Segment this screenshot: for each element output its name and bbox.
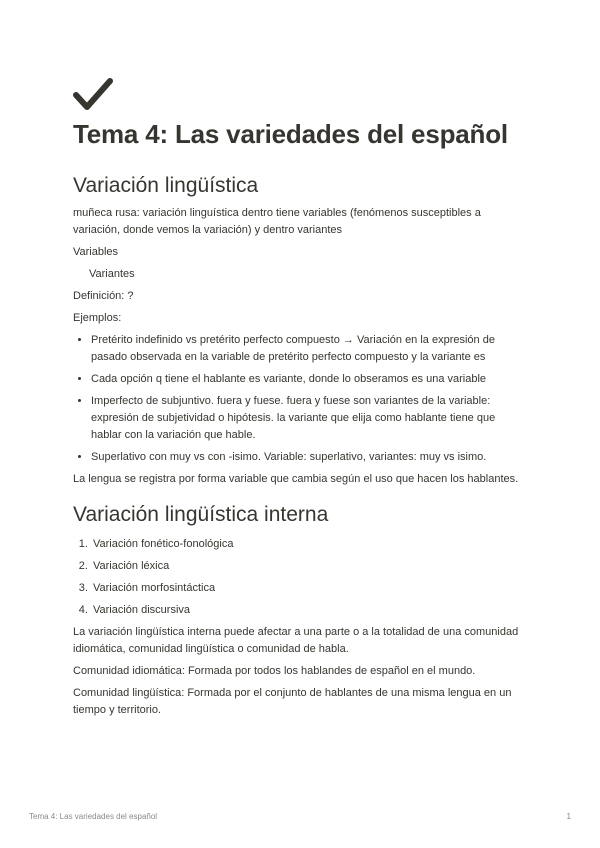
list-item: • Pretérito indefinido vs pretérito perfecto compuesto → Variación en la expresión de pasado observada en la variable de pretérito perfecto compuesto y la variante es [91,332,528,366]
list-item: 1. Variación fonético-fonológica [91,536,528,553]
paragraph-comunidad-linguistica: Comunidad lingüística: Formada por el conjunto de hablantes de una misma lengua en un tiempo y territorio. [73,687,512,716]
list-item: • Superlativo con muy vs con -isimo. Variable: superlativo, variantes: muy vs isimo. [91,449,528,466]
page-number: 1 [566,812,571,821]
variation-types-list [73,536,528,619]
list-item: • Imperfecto de subjuntivo. fuera y fuese. fuera y fuese son variantes de la variable: expresión de subjetividad o hipótesis. la variante que elija como hablante tiene que hablar con la variación que hable. [91,393,528,444]
paragraph-interna: La variación lingüística interna puede afectar a una parte o a la totalidad de una comunidad idiomática, comunidad lingüística o comunidad de habla. [73,626,519,655]
page-title: Tema 4: Las variedades del español [73,119,508,149]
footer-title: Tema 4: Las variedades del español [29,812,158,821]
section-heading-variacion: Variación lingüística [73,174,259,197]
page-footer [29,812,571,821]
document-page [73,78,528,724]
section-heading-interna: Variación lingüística interna [73,503,329,526]
list-item: • Cada opción q tiene el hablante es variante, donde lo obseramos es una variable [91,371,528,388]
list-item: 2. Variación léxica [91,558,528,575]
check-icon [73,78,113,112]
toggle-variables: Variables [73,246,119,258]
closing-paragraph: La lengua se registra por forma variable que cambia según el uso que hacen los hablantes. [73,473,519,485]
toggle-variantes: Variantes [89,268,135,280]
list-item: 3. Variación morfosintáctica [91,580,528,597]
examples-label: Ejemplos: [73,312,122,324]
paragraph-comunidad-idiomatica: Comunidad idiomática: Formada por todos los hablandes de español en el mundo. [73,665,476,677]
list-item: 4. Variación discursiva [91,602,528,619]
examples-list [73,332,528,466]
definition-line: Definición: ? [73,290,134,302]
intro-paragraph: muñeca rusa: variación linguística dentro tiene variables (fenómenos susceptibles a variación, donde vemos la variación) y dentro variantes [73,207,481,236]
